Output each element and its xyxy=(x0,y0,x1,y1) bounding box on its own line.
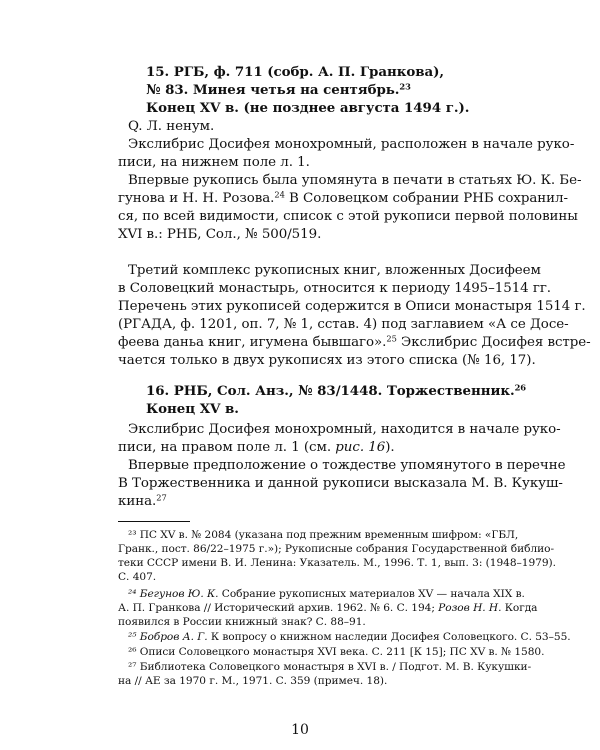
heading-line: 15. РГБ, ф. 711 (собр. А. П. Гранкова), xyxy=(146,64,445,80)
text-line: писи, на правом поле л. 1 (см. рис. 16). xyxy=(118,440,395,455)
text-line: Впервые рукопись была упомянута в печати в статьях Ю. К. Бе- xyxy=(128,173,582,188)
footnote-line: ²³ ПС XV в. № 2084 (указана под прежним временным шифром: «ГБЛ, xyxy=(128,529,519,541)
footnote-line: А. П. Гранкова // Исторический архив. 1962. № 6. С. 194; Розов Н. Н. Когда xyxy=(118,602,538,614)
heading-line: Конец XV в. (не позднее августа 1494 г.). xyxy=(146,100,470,116)
text-line: Перечень этих рукописей содержится в Описи монастыря 1514 г. xyxy=(118,299,586,314)
footnote-line: на // АЕ за 1970 г. М., 1971. С. 359 (примеч. 18). xyxy=(118,675,388,687)
text-line: XVI в.: РНБ, Сол., № 500/519. xyxy=(118,227,322,242)
text-line: гунова и Н. Н. Розова.$^{24}$ В Соловецком собрании РНБ сохранил- xyxy=(118,189,568,206)
text-line: Третий комплекс рукописных книг, вложенных Досифеем xyxy=(128,263,541,278)
text-line: феева даньа книг, игумена бывшаго».$^{25}$ Экслибрис Досифея встре- xyxy=(118,333,591,350)
text-line: (РГАДА, ф. 1201, оп. 7, № 1, сстав. 4) под заглавием «А се Досе- xyxy=(118,317,569,332)
text-line: кина.$^{27}$ xyxy=(118,492,167,509)
text-line: Экслибрис Досифея монохромный, расположен в начале руко- xyxy=(128,137,575,152)
footnote-line: теки СССР имени В. И. Ленина: Указатель. М., 1996. Т. 1, вып. 3: (1948–1979). xyxy=(118,557,556,569)
heading-line: № 83. Минея четья на сентябрь.$^{23}$ xyxy=(146,81,411,98)
text-line: в Соловецкий монастырь, относится к периоду 1495–1514 гг. xyxy=(118,281,552,296)
footnote-line: ²⁴ Бегунов Ю. К. Собрание рукописных материалов XV — начала XIX в. xyxy=(128,588,525,600)
footnote-line: появился в России книжный знак? С. 88–91. xyxy=(118,616,366,628)
text-line: В Торжественника и данной рукописи высказала М. В. Кукуш- xyxy=(118,476,563,491)
text-line: чается только в двух рукописях из этого списка (№ 16, 17). xyxy=(118,353,536,368)
text-line: писи, на нижнем поле л. 1. xyxy=(118,155,310,170)
footnote-line: ²⁶ Описи Соловецкого монастыря XVI века. С. 211 [К 15]; ПС XV в. № 1580. xyxy=(128,646,545,658)
text-line: Q. Л. ненум. xyxy=(128,119,215,134)
text-line: ся, по всей видимости, список с этой рукописи первой половины xyxy=(118,209,578,224)
heading-line: 16. РНБ, Сол. Анз., № 83/1448. Торжественник.$^{26}$ xyxy=(146,382,527,399)
heading-line: Конец XV в. xyxy=(146,401,239,417)
footnote-line: ²⁵ Бобров А. Г. К вопросу о книжном наследии Досифея Соловецкого. С. 53–55. xyxy=(128,631,571,643)
page-number: 10 xyxy=(291,722,309,738)
footnote-line: ²⁷ Библиотека Соловецкого монастыря в XVI в. / Подгот. М. В. Кукушки- xyxy=(128,661,532,673)
footnote-separator xyxy=(118,521,190,522)
footnote-line: С. 407. xyxy=(118,571,157,583)
footnote-line: Гранк., пост. 86/22–1975 г.»); Рукописные собрания Государственной библио- xyxy=(118,543,554,555)
text-line: Впервые предположение о тождестве упомянутого в перечне xyxy=(128,458,566,473)
text-line: Экслибрис Досифея монохромный, находится в начале руко- xyxy=(128,422,561,437)
